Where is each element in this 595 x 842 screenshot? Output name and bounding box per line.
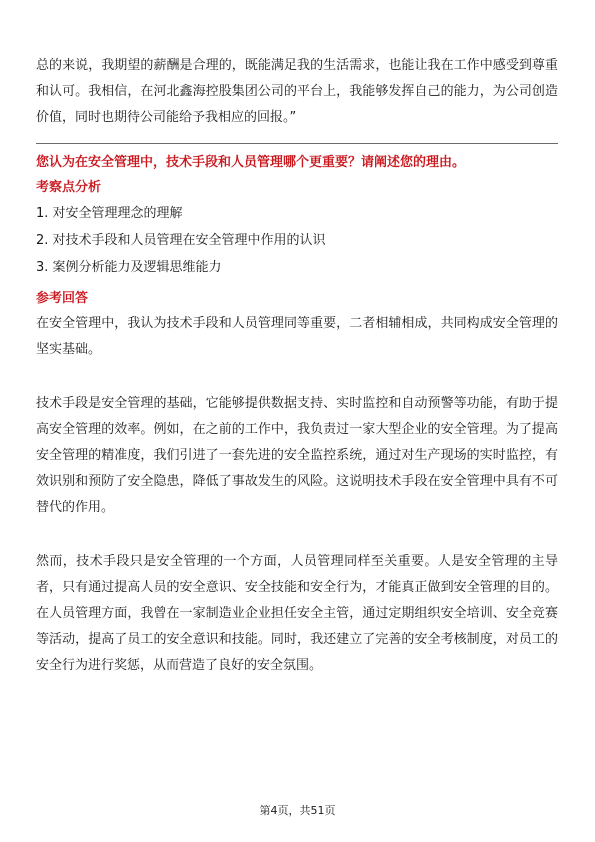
question-heading: 您认为在安全管理中，技术手段和人员管理哪个更重要？请阐述您的理由。 [36, 155, 466, 170]
section-divider [36, 143, 558, 144]
answer-paragraph: 然而，技术手段只是安全管理的一个方面，人员管理同样至关重要。人是安全管理的主导者，只有通过提高人员的安全意识、安全技能和安全行为，才能真正做到安全管理的目的。在人员管理方面，我曾在一家制造业企业担任安全主管，通过定期组织安全培训、安全竞赛等活动，提高了员工的安全意识和技能。同时，我还建立了完善的安全考核制度，对员工的安全行为进行奖惩，从而营造了良好的安全氛围。 [36, 554, 558, 673]
analysis-point: 2. 对技术手段和人员管理在安全管理中作用的认识 [36, 233, 326, 248]
answer-title: 参考回答 [36, 291, 89, 306]
analysis-title: 考察点分析 [36, 180, 102, 195]
answer-paragraph: 在安全管理中，我认为技术手段和人员管理同等重要，二者相辅相成，共同构成安全管理的坚实基础。 [36, 316, 558, 357]
answer-paragraph: 技术手段是安全管理的基础，它能够提供数据支持、实时监控和自动预警等功能，有助于提高安全管理的效率。例如，在之前的工作中，我负责过一家大型企业的安全管理。为了提高安全管理的精准度，我们引进了一套先进的安全监控系统，通过对生产现场的实时监控，有效识别和预防了安全隐患，降低了事故发生的风险。这说明技术手段在安全管理中具有不可替代的作用。 [36, 396, 558, 515]
analysis-point: 1. 对安全管理理念的理解 [36, 206, 183, 221]
intro-paragraph: 总的来说，我期望的薪酬是合理的，既能满足我的生活需求，也能让我在工作中感受到尊重和认可。我相信，在河北鑫海控股集团公司的平台上，我能够发挥自己的能力，为公司创造价值，同时也期待公司能给予我相应的回报。” [36, 58, 558, 125]
analysis-points-list [36, 200, 558, 281]
page-number-footer: 第4页，共51页 [259, 804, 336, 817]
answer-body [36, 311, 558, 679]
analysis-point: 3. 案例分析能力及逻辑思维能力 [36, 260, 222, 275]
page-content [36, 53, 558, 679]
